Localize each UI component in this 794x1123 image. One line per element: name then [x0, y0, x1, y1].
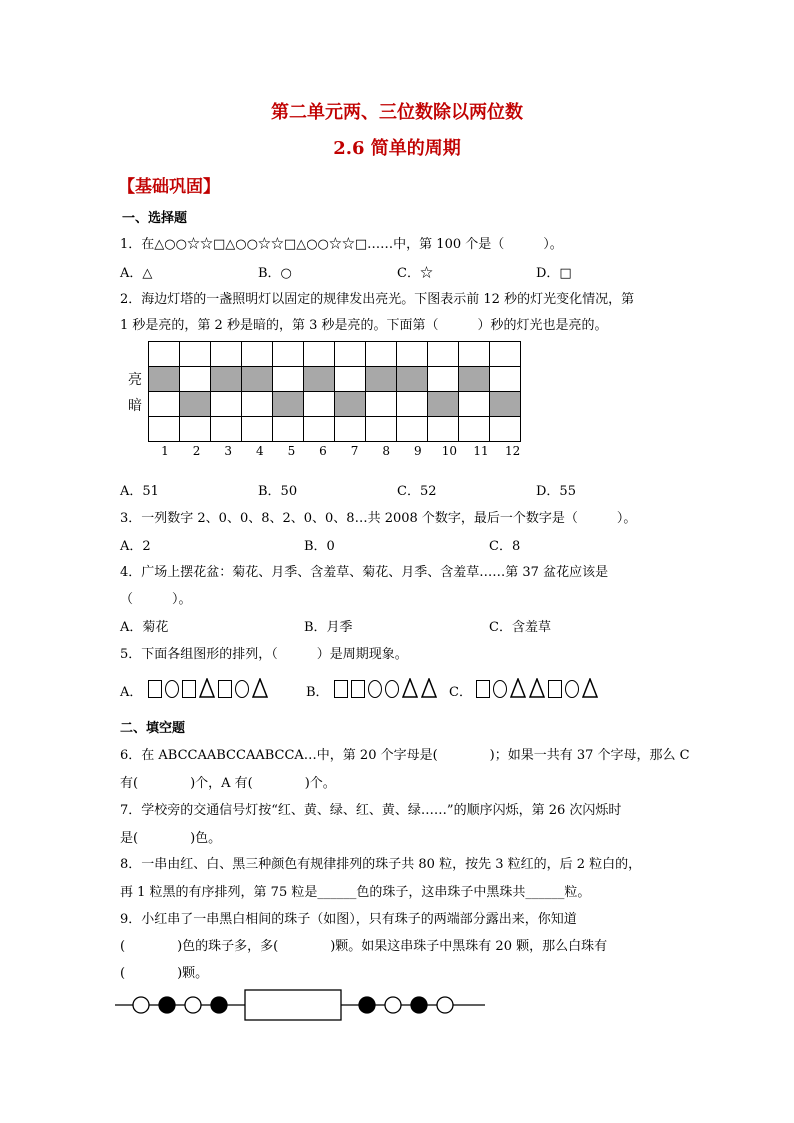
grid-cell — [211, 367, 242, 392]
white-bead — [133, 997, 149, 1013]
grid-cell — [180, 367, 211, 392]
triangle-shape — [529, 678, 545, 698]
q9-line3: ( )颗。 — [120, 966, 209, 981]
oval-shape — [385, 680, 399, 698]
q4-line1: 4．广场上摆花盆：菊花、月季、含羞草、菊花、月季、含羞草……第 37 盆花应该是 — [120, 565, 609, 580]
second-tick-label: 8 — [382, 444, 390, 458]
q5-label-a: A． — [120, 685, 143, 700]
q3-option-c: C．8 — [489, 539, 521, 554]
q4-line2: （ ）。 — [120, 592, 192, 607]
second-tick-label: 5 — [287, 444, 296, 458]
q5-label-c: C． — [449, 685, 472, 700]
grid-cell — [366, 342, 397, 367]
second-tick-label: 9 — [413, 444, 422, 458]
grid-cell — [459, 392, 490, 417]
q2-line2: 1 秒是亮的，第 2 秒是暗的，第 3 秒是亮的。下面第（ ）秒的灯光也是亮的。 — [120, 318, 608, 333]
grid-cell — [304, 342, 335, 367]
q1-text: 1．在△○○☆☆□△○○☆☆□△○○☆☆□……中，第 100 个是（ ）。 — [120, 237, 563, 252]
q9-line2: ( )色的珠子多，多( )颗。如果这串珠子中黑珠有 20 颗，那么白珠有 — [120, 939, 608, 954]
oval-shape — [493, 680, 507, 698]
triangle-shape — [199, 678, 215, 698]
q5-label-b: B． — [306, 685, 329, 700]
q3-option-b: B．0 — [304, 539, 335, 554]
q1-option-d: D．□ — [536, 266, 572, 281]
bead-string-figure — [115, 988, 495, 1024]
second-tick-label: 11 — [473, 444, 489, 458]
grid-cell — [149, 417, 180, 442]
oval-shape — [368, 680, 382, 698]
grid-row-dark — [149, 392, 521, 417]
grid-cell — [428, 392, 459, 417]
grid-cell — [211, 392, 242, 417]
grid-cell — [428, 342, 459, 367]
q3-text: 3．一列数字 2、0、0、8、2、0、0、8…共 2008 个数字，最后一个数字是（ ）。 — [120, 511, 637, 526]
q9-line1: 9．小红串了一串黑白相间的珠子（如图），只有珠子的两端部分露出来，你知道 — [120, 912, 577, 927]
grid-cell — [366, 417, 397, 442]
grid-cell — [490, 342, 521, 367]
hidden-beads-box — [245, 990, 341, 1020]
part1-heading: 一、选择题 — [122, 211, 188, 226]
section-label: 【基础巩固】 — [118, 177, 220, 197]
oval-shape — [565, 680, 579, 698]
square-shape — [476, 680, 490, 698]
grid-cell — [273, 417, 304, 442]
triangle-shape — [402, 678, 418, 698]
q1-option-a: A．△ — [120, 266, 153, 281]
second-tick-label: 1 — [161, 444, 169, 458]
triangle-shape — [582, 678, 598, 698]
black-bead — [411, 997, 427, 1013]
q8-line1: 8．一串由红、白、黑三种颜色有规律排列的珠子共 80 粒，按先 3 粒红的，后 2 粒白的， — [120, 857, 642, 872]
grid-cell — [397, 417, 428, 442]
oval-shape — [235, 680, 249, 698]
square-shape — [351, 680, 365, 698]
q4-option-c: C．含羞草 — [489, 620, 551, 635]
white-bead — [385, 997, 401, 1013]
grid-row-bottom — [149, 417, 521, 442]
square-shape — [218, 680, 232, 698]
grid-cell — [397, 342, 428, 367]
second-tick-label: 3 — [224, 444, 232, 458]
grid-cell — [242, 367, 273, 392]
q1-option-c: C．☆ — [397, 266, 433, 281]
black-bead — [211, 997, 227, 1013]
square-shape — [182, 680, 196, 698]
q8-line2: 再 1 粒黑的有序排列，第 75 粒是______色的珠子，这串珠子中黑珠共______粒。 — [120, 885, 591, 900]
grid-cell — [335, 367, 366, 392]
grid-cell — [180, 417, 211, 442]
q5-shape-group-c — [476, 678, 601, 698]
black-bead — [159, 997, 175, 1013]
grid-cell — [273, 342, 304, 367]
grid-cell — [273, 367, 304, 392]
grid-cell — [304, 417, 335, 442]
grid-cell — [397, 392, 428, 417]
square-shape — [334, 680, 348, 698]
second-tick-label: 10 — [441, 444, 458, 458]
square-shape — [148, 680, 162, 698]
second-tick-label: 2 — [192, 444, 201, 458]
grid-cell — [366, 367, 397, 392]
grid-cell — [490, 392, 521, 417]
grid-cell — [273, 392, 304, 417]
grid-cell — [397, 367, 428, 392]
grid-cell — [335, 342, 366, 367]
unit-title: 第二单元两、三位数除以两位数 — [271, 102, 523, 123]
q2-option-a: A．51 — [120, 484, 159, 499]
q5-shape-group-a — [148, 678, 271, 698]
grid-cell — [180, 392, 211, 417]
row-label-bright: 亮 — [128, 372, 142, 388]
grid-row-top — [149, 342, 521, 367]
grid-row-bright — [149, 367, 521, 392]
grid-cell — [490, 367, 521, 392]
q2-option-d: D．55 — [536, 484, 576, 499]
grid-cell — [459, 342, 490, 367]
second-tick-label: 6 — [319, 444, 327, 458]
q2-option-b: B．50 — [258, 484, 298, 499]
grid-cell — [149, 392, 180, 417]
oval-shape — [165, 680, 179, 698]
grid-cell — [335, 417, 366, 442]
q4-option-b: B．月季 — [304, 620, 353, 635]
part2-heading: 二、填空题 — [120, 721, 186, 736]
q2-option-c: C．52 — [397, 484, 437, 499]
grid-cell — [304, 367, 335, 392]
second-tick-label: 4 — [255, 444, 264, 458]
grid-cell — [211, 342, 242, 367]
second-tick-label: 12 — [504, 444, 521, 458]
grid-cell — [366, 392, 397, 417]
second-tick-label: 7 — [350, 444, 359, 458]
grid-cell — [428, 417, 459, 442]
triangle-shape — [252, 678, 268, 698]
grid-cell — [242, 342, 273, 367]
q5-text: 5．下面各组图形的排列，（ ）是周期现象。 — [120, 647, 408, 662]
black-bead — [359, 997, 375, 1013]
grid-cell — [459, 417, 490, 442]
grid-cell — [242, 417, 273, 442]
white-bead — [185, 997, 201, 1013]
lesson-title: 2.6 简单的周期 — [333, 138, 461, 159]
grid-cell — [428, 367, 459, 392]
grid-cell — [304, 392, 335, 417]
triangle-shape — [510, 678, 526, 698]
q2-line1: 2．海边灯塔的一盏照明灯以固定的规律发出亮光。下图表示前 12 秒的灯光变化情况，第 — [120, 292, 635, 307]
square-shape — [548, 680, 562, 698]
grid-cell — [459, 367, 490, 392]
q1-option-b: B．○ — [258, 266, 292, 281]
white-bead — [437, 997, 453, 1013]
grid-cell — [335, 392, 366, 417]
grid-cell — [211, 417, 242, 442]
q7-line1: 7．学校旁的交通信号灯按“红、黄、绿、红、黄、绿……”的顺序闪烁，第 26 次闪烁时 — [120, 803, 622, 818]
q6-line1: 6．在 ABCCAABCCAABCCA…中，第 20 个字母是( )；如果一共有 37 个字母，那么 C — [120, 748, 690, 763]
grid-cell — [242, 392, 273, 417]
q7-line2: 是( )色。 — [120, 831, 222, 846]
triangle-shape — [421, 678, 437, 698]
grid-cell — [149, 342, 180, 367]
q3-option-a: A．2 — [120, 539, 151, 554]
row-label-dark: 暗 — [128, 398, 142, 414]
grid-cell — [490, 417, 521, 442]
q5-shape-group-b — [334, 678, 440, 698]
q4-option-a: A．菊花 — [120, 620, 169, 635]
grid-cell — [149, 367, 180, 392]
q6-line2: 有( )个，A 有( )个。 — [120, 776, 336, 791]
grid-cell — [180, 342, 211, 367]
light-grid — [148, 341, 521, 442]
